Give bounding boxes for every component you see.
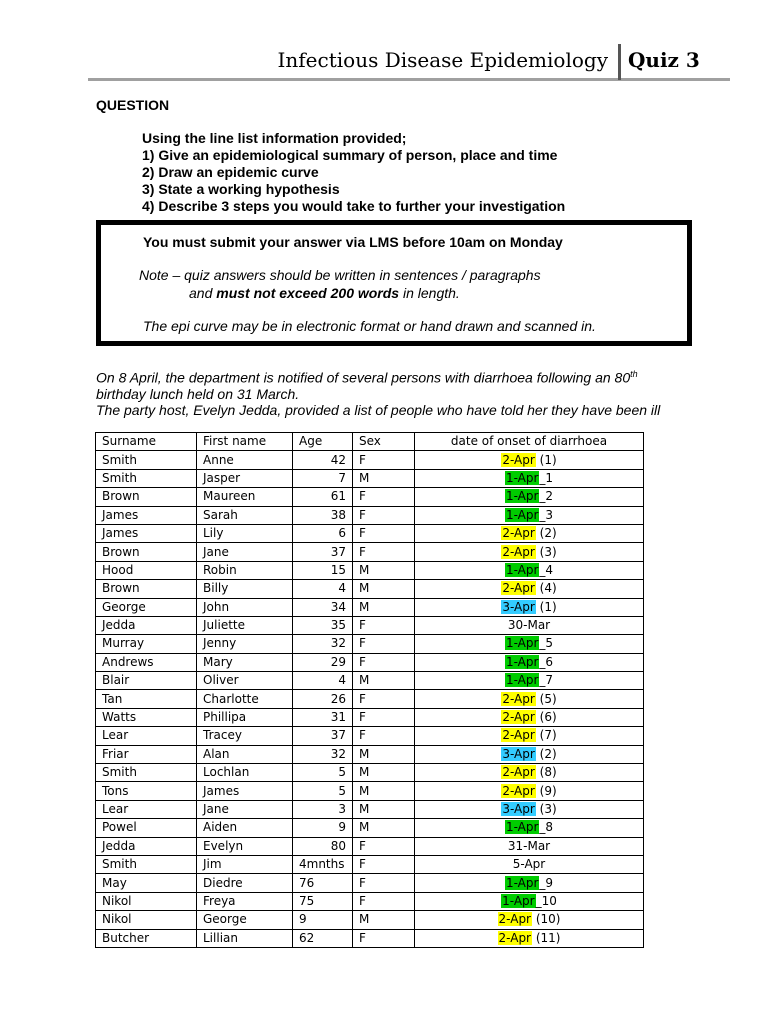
cell-first-name: James [197,782,293,800]
cell-surname: Brown [96,543,197,561]
table-row [96,745,644,763]
onset-date: 3-Apr [502,802,535,816]
onset-date: 3-Apr [502,599,535,614]
onset-date: 2-Apr [502,710,535,725]
onset-date: 1-Apr [505,820,539,835]
onset-date: 5-Apr [512,857,546,872]
table-row [96,911,644,929]
cell-sex: M [353,598,415,616]
cell-surname: George [96,598,197,616]
table-row [96,708,644,726]
onset-date: 2-Apr [498,912,531,927]
cell-first-name: Alan [197,745,293,763]
table-row [96,764,644,782]
onset-case-number: (10) [532,912,561,927]
cell-surname: Jedda [96,616,197,634]
cell-sex: F [353,837,415,855]
cell-onset [415,690,644,708]
cell-onset [415,782,644,800]
cell-first-name: John [197,598,293,616]
header-age: Age [293,433,353,451]
cell-surname: Blair [96,672,197,690]
cell-surname: Butcher [96,929,197,947]
cell-surname: Brown [96,580,197,598]
table-row [96,488,644,506]
onset-date: 1-Apr [505,673,539,688]
cell-surname: Watts [96,708,197,726]
onset-case-number: _9 [539,875,554,890]
onset-date: 2-Apr [502,783,535,798]
cell-sex: M [353,745,415,763]
cell-first-name: Lochlan [197,764,293,782]
table-row [96,929,644,947]
note-line-2 [189,285,460,301]
table-row [96,727,644,745]
cell-onset [415,598,644,616]
onset-case-number: _8 [539,820,554,835]
cell-onset [415,855,644,873]
cell-age: 26 [293,690,353,708]
cell-onset [415,745,644,763]
table-body [96,451,644,948]
cell-surname: Friar [96,745,197,763]
cell-age: 7 [293,469,353,487]
table-row [96,874,644,892]
onset-case-number: (9) [535,783,557,798]
header-divider [618,44,621,80]
cell-surname: Lear [96,800,197,818]
table-row [96,892,644,910]
cell-sex: F [353,451,415,469]
onset-case-number: (5) [535,691,557,706]
cell-onset [415,800,644,818]
cell-age: 76 [293,874,353,892]
onset-case-number: _10 [535,893,557,908]
onset-date: 2-Apr [502,581,535,596]
cell-first-name: Freya [197,892,293,910]
onset-case-number: (8) [535,765,557,780]
cell-surname: James [96,506,197,524]
quiz-title: Quiz 3 [628,48,700,72]
cell-age: 32 [293,745,353,763]
cell-sex: F [353,653,415,671]
cell-sex: F [353,506,415,524]
cell-onset [415,451,644,469]
cell-onset [415,469,644,487]
cell-age: 6 [293,524,353,542]
onset-date: 1-Apr [505,470,539,485]
cell-onset [415,635,644,653]
cell-sex: M [353,819,415,837]
cell-first-name: Billy [197,580,293,598]
cell-surname: Jedda [96,837,197,855]
cell-sex: F [353,874,415,892]
cell-onset [415,727,644,745]
cell-age: 31 [293,708,353,726]
cell-surname: Tons [96,782,197,800]
onset-case-number: _3 [539,507,554,522]
cell-surname: Hood [96,561,197,579]
header-onset: date of onset of diarrhoea [415,433,644,451]
onset-date: 1-Apr [505,507,539,522]
cell-onset [415,506,644,524]
cell-age: 37 [293,727,353,745]
table-row [96,506,644,524]
cell-first-name: Maureen [197,488,293,506]
onset-case-number: _4 [539,562,554,577]
cell-surname: Nikol [96,892,197,910]
cell-age: 42 [293,451,353,469]
cell-age: 38 [293,506,353,524]
header-sex: Sex [353,433,415,451]
cell-sex: M [353,580,415,598]
cell-first-name: Diedre [197,874,293,892]
scenario-line-1 [96,366,736,386]
table-header-row [96,433,644,451]
cell-onset [415,764,644,782]
cell-sex: F [353,543,415,561]
cell-sex: M [353,911,415,929]
onset-date: 2-Apr [502,728,535,743]
cell-onset [415,874,644,892]
instruction-item: 4) Describe 3 steps you would take to further your investigation [142,198,566,214]
cell-surname: Smith [96,451,197,469]
cell-first-name: Evelyn [197,837,293,855]
cell-sex: M [353,469,415,487]
onset-date: 1-Apr [505,636,539,651]
cell-onset [415,819,644,837]
onset-case-number: _7 [539,673,554,688]
cell-surname: Nikol [96,911,197,929]
cell-age: 37 [293,543,353,561]
table-row [96,598,644,616]
cell-sex: F [353,727,415,745]
cell-first-name: Jane [197,800,293,818]
cell-age: 61 [293,488,353,506]
cell-age: 5 [293,764,353,782]
onset-date: 1-Apr [505,489,539,504]
cell-sex: F [353,892,415,910]
cell-sex: F [353,690,415,708]
cell-age: 4 [293,580,353,598]
cell-sex: M [353,782,415,800]
cell-age: 4 [293,672,353,690]
note-line-3: The epi curve may be in electronic format or hand drawn and scanned in. [143,318,596,334]
instruction-item: 1) Give an epidemiological summary of person, place and time [142,147,558,163]
table-row [96,616,644,634]
cell-first-name: Oliver [197,672,293,690]
cell-age: 15 [293,561,353,579]
header-surname: Surname [96,433,197,451]
cell-onset [415,561,644,579]
onset-date: 1-Apr [505,875,539,890]
cell-first-name: Jim [197,855,293,873]
cell-age: 34 [293,598,353,616]
cell-surname: Tan [96,690,197,708]
cell-age: 35 [293,616,353,634]
onset-date: 31-Mar [507,838,551,853]
cell-age: 62 [293,929,353,947]
cell-surname: Smith [96,764,197,782]
cell-surname: Andrews [96,653,197,671]
onset-case-number: (7) [535,728,557,743]
cell-surname: Murray [96,635,197,653]
cell-onset [415,708,644,726]
cell-sex: F [353,635,415,653]
table-row [96,782,644,800]
scenario-line-1-text: On 8 April, the department is notified of several persons with diarrhoea following an 80 [96,369,631,386]
cell-age: 75 [293,892,353,910]
onset-case-number: (11) [532,930,561,945]
onset-date: 1-Apr [505,562,539,577]
table-row [96,524,644,542]
cell-surname: Powel [96,819,197,837]
cell-age: 32 [293,635,353,653]
scenario-line-3: The party host, Evelyn Jedda, provided a list of people who have told her they have been ill [96,401,661,418]
cell-surname: Brown [96,488,197,506]
onset-case-number: (3) [535,544,557,559]
table-row [96,653,644,671]
submit-instruction: You must submit your answer via LMS before 10am on Monday [143,234,563,250]
onset-case-number: _6 [539,654,554,669]
note-line-2-pre: and [189,285,217,301]
cell-onset [415,837,644,855]
cell-first-name: Lillian [197,929,293,947]
cell-first-name: Anne [197,451,293,469]
cell-age: 4mnths [293,855,353,873]
onset-date: 2-Apr [502,765,535,780]
onset-case-number: (2) [535,746,557,761]
cell-first-name: Robin [197,561,293,579]
cell-first-name: George [197,911,293,929]
ordinal-suffix: th [630,369,638,379]
table-row [96,469,644,487]
onset-case-number: (1) [535,452,557,467]
onset-date: 1-Apr [505,654,539,669]
cell-first-name: Aiden [197,819,293,837]
cell-age: 3 [293,800,353,818]
cell-onset [415,543,644,561]
onset-case-number: _1 [539,470,554,485]
onset-date: 2-Apr [502,691,535,706]
cell-sex: F [353,488,415,506]
cell-onset [415,580,644,598]
onset-date: 3-Apr [502,746,535,761]
onset-date: 2-Apr [498,930,531,945]
table-row [96,543,644,561]
onset-date: 2-Apr [502,526,535,541]
scenario-text [96,366,736,418]
onset-case-number: _5 [539,636,554,651]
table-row [96,672,644,690]
cell-sex: M [353,764,415,782]
cell-onset [415,911,644,929]
cell-age: 29 [293,653,353,671]
onset-case-number: (4) [535,581,557,596]
instructions-intro: Using the line list information provided; [142,130,407,146]
cell-surname: Smith [96,855,197,873]
cell-age: 80 [293,837,353,855]
cell-onset [415,616,644,634]
cell-surname: May [96,874,197,892]
onset-date: 30-Mar [507,618,551,633]
cell-sex: F [353,524,415,542]
note-line-1: Note – quiz answers should be written in sentences / paragraphs [139,267,541,283]
table-row [96,580,644,598]
cell-sex: M [353,561,415,579]
cell-sex: F [353,616,415,634]
cell-onset [415,524,644,542]
onset-case-number: (3) [535,802,557,816]
cell-onset [415,672,644,690]
instruction-item: 3) State a working hypothesis [142,181,340,197]
instructions-list [142,147,565,215]
cell-first-name: Charlotte [197,690,293,708]
onset-case-number: (6) [535,710,557,725]
onset-case-number: (1) [535,599,557,614]
cell-age: 5 [293,782,353,800]
table-row [96,561,644,579]
cell-sex: M [353,672,415,690]
cell-surname: James [96,524,197,542]
table-row [96,800,644,818]
table-row [96,837,644,855]
onset-case-number: (2) [535,526,557,541]
cell-first-name: Mary [197,653,293,671]
line-list-table [95,432,644,948]
cell-first-name: Jenny [197,635,293,653]
table-row [96,690,644,708]
cell-first-name: Jasper [197,469,293,487]
cell-first-name: Phillipa [197,708,293,726]
cell-sex: F [353,929,415,947]
cell-onset [415,892,644,910]
cell-onset [415,653,644,671]
cell-first-name: Juliette [197,616,293,634]
question-label: QUESTION [96,97,170,113]
table-row [96,855,644,873]
cell-first-name: Sarah [197,506,293,524]
cell-surname: Lear [96,727,197,745]
cell-onset [415,929,644,947]
scenario-line-2: birthday lunch held on 31 March. [96,385,300,402]
instructions [142,130,565,215]
table-row [96,635,644,653]
cell-first-name: Jane [197,543,293,561]
cell-sex: F [353,855,415,873]
cell-age: 9 [293,911,353,929]
word-limit: must not exceed 200 words [216,285,400,301]
onset-case-number: _2 [539,489,554,504]
header-first-name: First name [197,433,293,451]
cell-onset [415,488,644,506]
cell-first-name: Tracey [197,727,293,745]
cell-surname: Smith [96,469,197,487]
document-header [88,44,730,81]
cell-first-name: Lily [197,524,293,542]
note-line-2-post: in length. [399,285,460,301]
cell-sex: F [353,708,415,726]
notice-box [96,220,692,346]
table-row [96,819,644,837]
onset-date: 1-Apr [502,893,535,908]
instruction-item: 2) Draw an epidemic curve [142,164,319,180]
cell-sex: M [353,800,415,818]
cell-age: 9 [293,819,353,837]
course-title: Infectious Disease Epidemiology [277,48,608,72]
table-row [96,451,644,469]
onset-date: 2-Apr [502,544,535,559]
onset-date: 2-Apr [502,452,535,467]
